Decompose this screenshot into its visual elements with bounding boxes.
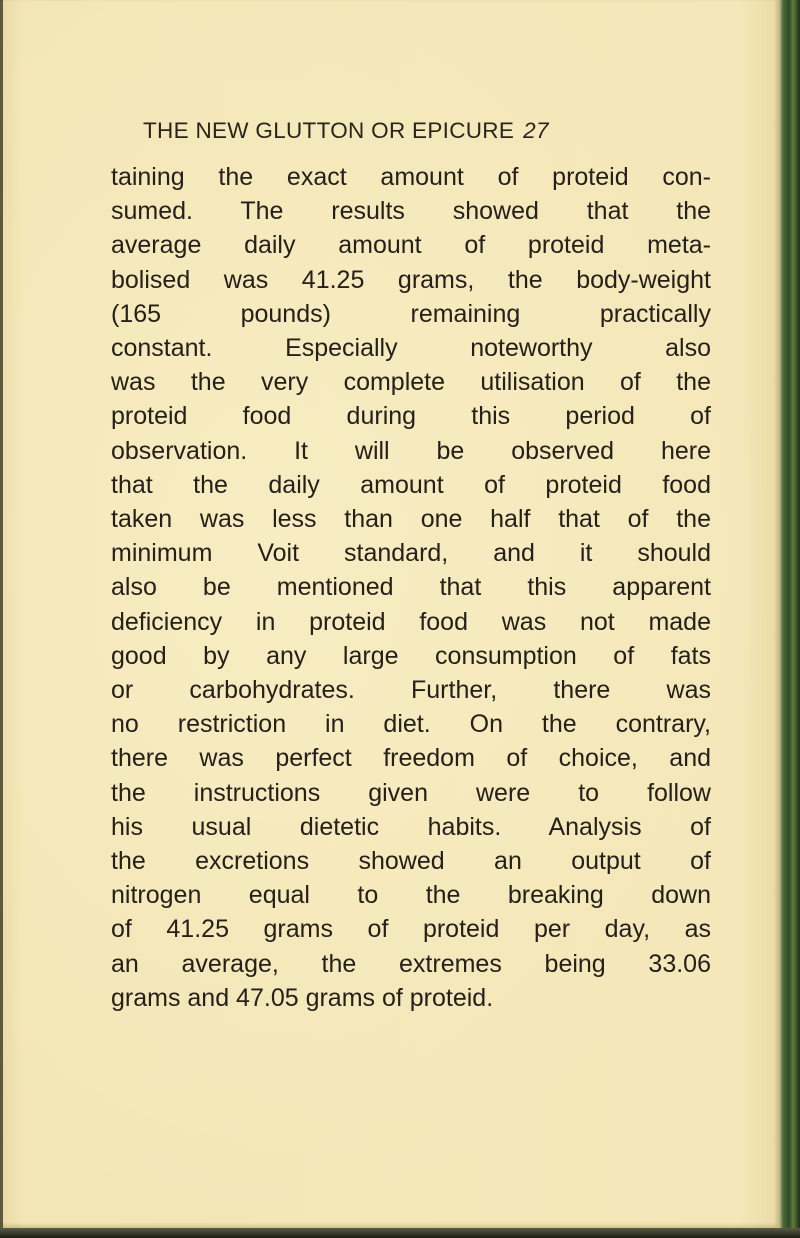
text-line: good by any large consumption of fats (111, 641, 711, 670)
book-spine-edge (779, 0, 800, 1238)
text-line: average daily amount of proteid meta- (111, 231, 711, 260)
text-line: taken was less than one half that of the (111, 505, 711, 534)
text-line: of 41.25 grams of proteid per day, as (111, 915, 711, 944)
text-line: an average, the extremes being 33.06 (111, 949, 711, 978)
page-bottom-edge (0, 1228, 800, 1238)
text-line: also be mentioned that this apparent (111, 573, 711, 602)
text-line: bolised was 41.25 grams, the body-weight (111, 265, 711, 294)
page-number: 27 (523, 118, 549, 143)
text-line: minimum Voit standard, and it should (111, 539, 711, 568)
text-line-last: grams and 47.05 grams of proteid. (111, 983, 494, 1012)
text-line: constant. Especially noteworthy also (111, 334, 711, 363)
text-line: the excretions showed an output of (111, 847, 711, 876)
text-line: there was perfect freedom of choice, and (111, 744, 711, 773)
text-line: the instructions given were to follow (111, 778, 711, 807)
text-line: observation. It will be observed here (111, 436, 711, 465)
text-line: (165 pounds) remaining practically (111, 299, 711, 328)
body-paragraph (111, 160, 711, 1015)
text-line: nitrogen equal to the breaking down (111, 881, 711, 910)
text-line: that the daily amount of proteid food (111, 470, 711, 499)
text-line: taining the exact amount of proteid con- (111, 163, 711, 191)
text-line: or carbohydrates. Further, there was (111, 676, 711, 705)
text-line: was the very complete utilisation of the (111, 368, 711, 397)
text-line: sumed. The results showed that the (111, 197, 711, 226)
text-line: deficiency in proteid food was not made (111, 607, 711, 636)
running-head (143, 118, 703, 144)
running-head-title: THE NEW GLUTTON OR EPICURE (143, 118, 515, 143)
text-line: no restriction in diet. On the contrary, (111, 710, 711, 739)
text-line: proteid food during this period of (111, 402, 711, 431)
page-left-edge (0, 0, 3, 1228)
text-line: his usual dietetic habits. Analysis of (111, 812, 711, 841)
